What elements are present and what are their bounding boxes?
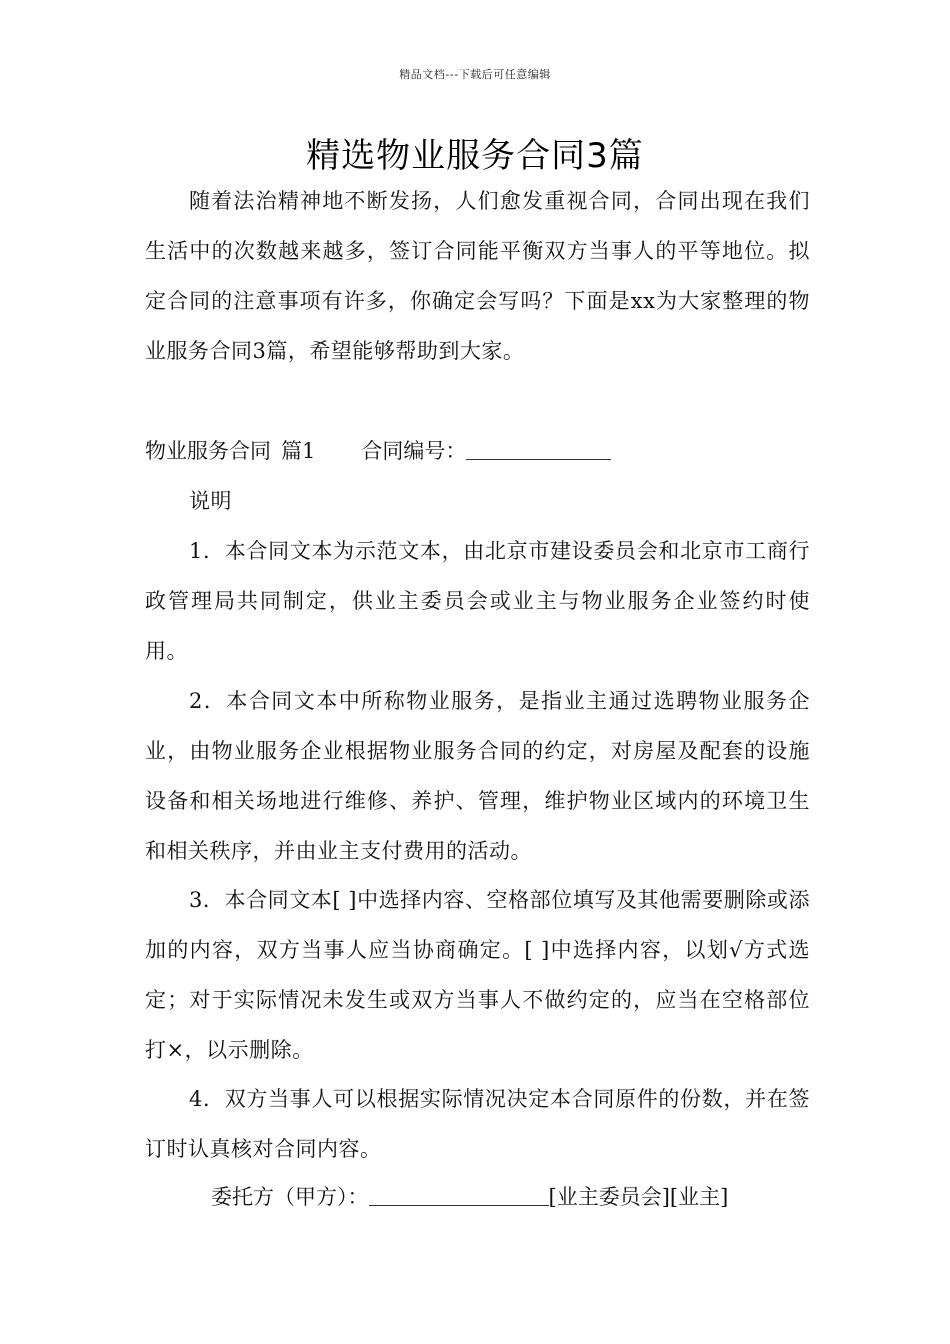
header-note: 精品文档---下载后可任意编辑: [399, 68, 551, 81]
party-a-label: 委托方（甲方）：: [211, 1185, 369, 1209]
contract-part: 篇1: [281, 439, 316, 463]
contract-number-label: 合同编号：: [361, 439, 467, 463]
party-a-options: [业主委员会][业主]: [548, 1185, 729, 1209]
document-title: 精选物业服务合同3篇: [306, 136, 644, 176]
contract-heading-line: [145, 426, 810, 476]
party-a-line: [145, 1172, 810, 1222]
contract-heading: 物业服务合同: [145, 439, 271, 463]
explanation-item-2: 2．本合同文本中所称物业服务，是指业主通过选聘物业服务企业，由物业服务企业根据物业服务合同的约定，对房屋及配套的设施设备和相关场地进行维修、养护、管理，维护物业区域内的环境卫生和相关秩序，并由业主支付费用的活动。: [145, 689, 810, 863]
explanation-item-4: 4．双方当事人可以根据实际情况决定本合同原件的份数，并在签订时认真核对合同内容。: [145, 1087, 810, 1161]
explanation-item-3: 3．本合同文本[ ]中选择内容、空格部位填写及其他需要删除或添加的内容，双方当事人应当协商确定。[ ]中选择内容，以划√方式选定；对于实际情况未发生或双方当事人不做约定的，应当在空格部位打×，以示删除。: [145, 888, 810, 1062]
party-a-blank: [369, 1187, 549, 1206]
intro-paragraph: 随着法治精神地不断发扬，人们愈发重视合同，合同出现在我们生活中的次数越来越多，签订合同能平衡双方当事人的平等地位。拟定合同的注意事项有许多，你确定会写吗？下面是xx为大家整理的物业服务合同3篇，希望能够帮助到大家。: [145, 189, 810, 363]
explanation-heading: 说明: [189, 489, 232, 513]
contract-number-blank: [466, 441, 611, 460]
explanation-item-1: 1．本合同文本为示范文本，由北京市建设委员会和北京市工商行政管理局共同制定，供业主委员会或业主与物业服务企业签约时使用。: [145, 539, 810, 663]
